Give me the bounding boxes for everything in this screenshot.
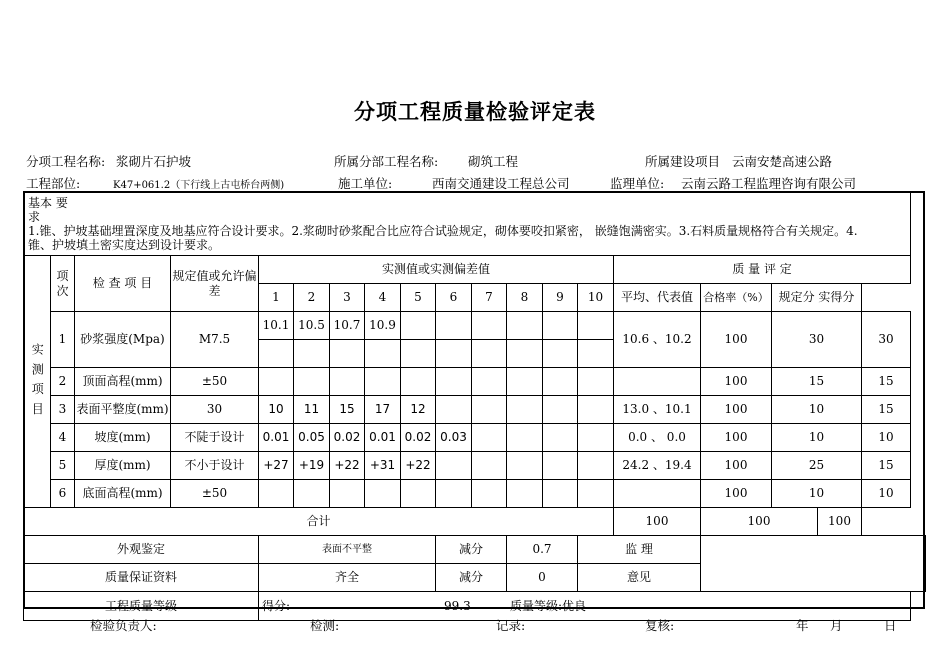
row-score: 15	[862, 396, 911, 424]
row-val	[543, 452, 578, 480]
appearance-label: 外观鉴定	[24, 536, 259, 564]
row-val: 10	[259, 396, 294, 424]
row-val: 10.7	[330, 312, 365, 340]
col-num: 3	[330, 284, 365, 312]
col-num: 1	[259, 284, 294, 312]
row-val: 12	[401, 396, 436, 424]
grade-grade-label: 质量等级:	[510, 598, 563, 613]
row-val	[578, 368, 614, 396]
quality-docs-value: 齐全	[259, 564, 436, 592]
quality-docs-deduct-label: 减分	[436, 564, 507, 592]
col-item: 检 查 项 目	[75, 256, 171, 312]
row-val	[401, 480, 436, 508]
page-title: 分项工程质量检验评定表	[354, 99, 596, 124]
row-val	[259, 368, 294, 396]
row-val	[330, 368, 365, 396]
row-spec: ±50	[171, 368, 259, 396]
row-score: 30	[862, 312, 911, 368]
division: 砌筑工程	[468, 154, 519, 169]
footer-checker: 检测:	[310, 618, 340, 633]
row-rate: 100	[701, 424, 772, 452]
row-score: 10	[862, 480, 911, 508]
location-label: 工程部位:	[26, 176, 81, 191]
row-val: 0.02	[330, 424, 365, 452]
row-val	[507, 452, 543, 480]
row-score: 10	[862, 424, 911, 452]
row-val	[259, 480, 294, 508]
row-spec-score: 10	[772, 396, 862, 424]
row-val	[578, 424, 614, 452]
col-scores	[772, 284, 862, 312]
footer-month: 月	[830, 618, 843, 633]
col-measured: 实测值或实测偏差值	[259, 256, 614, 284]
row-spec: ±50	[171, 480, 259, 508]
appearance-deduct-label: 减分	[436, 536, 507, 564]
appearance-value: 表面不平整	[259, 536, 436, 564]
row-val: +19	[294, 452, 330, 480]
grade-score-label: 得分:	[262, 598, 291, 613]
grade-label: 工程质量等级	[24, 592, 259, 621]
row-avg	[614, 480, 701, 508]
row-val	[543, 312, 578, 340]
row-val: +22	[330, 452, 365, 480]
row-val	[436, 368, 472, 396]
supervisor: 云南云路工程监理咨询有限公司	[681, 176, 857, 191]
footer-recorder: 记录:	[496, 618, 526, 633]
footer-reviewer: 复核:	[645, 618, 675, 633]
row-val	[294, 368, 330, 396]
row-val	[507, 480, 543, 508]
project-name: 浆砌片石护坡	[116, 154, 192, 169]
total-spec-score: 100	[701, 508, 818, 536]
col-avg: 平均、代表值	[614, 284, 701, 312]
row-val: 11	[294, 396, 330, 424]
footer-inspector: 检验负责人:	[90, 618, 157, 633]
col-actual-score: 实得分	[818, 290, 855, 305]
row-avg: 10.6 、10.2	[614, 312, 701, 368]
row-val	[472, 396, 507, 424]
construction: 云南安楚高速公路	[732, 154, 833, 169]
row-val	[472, 480, 507, 508]
row-item: 表面平整度(mm)	[75, 396, 171, 424]
col-num: 8	[507, 284, 543, 312]
row-no: 4	[51, 424, 75, 452]
row-val	[543, 368, 578, 396]
row-spec-score: 25	[772, 452, 862, 480]
row-spec-score: 10	[772, 480, 862, 508]
row-val	[543, 424, 578, 452]
col-num: 9	[543, 284, 578, 312]
row-val	[401, 312, 436, 340]
row-val	[578, 396, 614, 424]
row-no: 5	[51, 452, 75, 480]
row-item: 坡度(mm)	[75, 424, 171, 452]
col-item-no: 项 次	[51, 256, 75, 312]
row-val	[578, 480, 614, 508]
row-score: 15	[862, 368, 911, 396]
row-val: 10.9	[365, 312, 401, 340]
row-rate: 100	[701, 368, 772, 396]
col-num: 2	[294, 284, 330, 312]
row-rate: 100	[701, 312, 772, 368]
grade-score: 99.3	[444, 598, 471, 613]
footer-year: 年	[796, 618, 809, 633]
total-label: 合计	[24, 508, 614, 536]
row-val: 0.03	[436, 424, 472, 452]
row-item: 顶面高程(mm)	[75, 368, 171, 396]
row-spec: M7.5	[171, 312, 259, 368]
total-score: 100	[818, 508, 862, 536]
row-val	[578, 312, 614, 340]
row-val	[578, 452, 614, 480]
row-val: 17	[365, 396, 401, 424]
col-quality: 质 量 评 定	[614, 256, 911, 284]
row-val	[472, 452, 507, 480]
supervision-blank	[701, 536, 926, 592]
contractor-label: 施工单位:	[338, 176, 393, 191]
row-no: 3	[51, 396, 75, 424]
row-val	[472, 368, 507, 396]
col-pass-rate: 合格率（%）	[701, 284, 772, 312]
row-item: 厚度(mm)	[75, 452, 171, 480]
row-val	[436, 452, 472, 480]
row-val	[507, 396, 543, 424]
row-no: 2	[51, 368, 75, 396]
row-avg: 13.0 、10.1	[614, 396, 701, 424]
row-val	[365, 368, 401, 396]
row-val: 0.05	[294, 424, 330, 452]
quality-docs-deduct: 0	[507, 564, 578, 592]
row-avg	[614, 368, 701, 396]
row-val	[507, 368, 543, 396]
construction-label: 所属建设项目	[645, 154, 721, 169]
row-val	[436, 480, 472, 508]
row-val: 10.1	[259, 312, 294, 340]
row-rate: 100	[701, 452, 772, 480]
row-val: 0.02	[401, 424, 436, 452]
row-val: 0.01	[259, 424, 294, 452]
row-score: 15	[862, 452, 911, 480]
row-rate: 100	[701, 396, 772, 424]
row-val: 10.5	[294, 312, 330, 340]
row-val	[365, 480, 401, 508]
row-val	[436, 396, 472, 424]
row-val: +22	[401, 452, 436, 480]
row-avg: 0.0 、 0.0	[614, 424, 701, 452]
total-rate: 100	[614, 508, 701, 536]
row-val	[472, 312, 507, 340]
row-val: 0.01	[365, 424, 401, 452]
row-spec-score: 30	[772, 312, 862, 368]
row-val	[543, 396, 578, 424]
col-spec-score: 规定分	[778, 290, 815, 305]
opinion-label: 意见	[578, 564, 701, 592]
col-spec: 规定值或允许偏差	[171, 256, 259, 312]
quality-docs-label: 质量保证资料	[24, 564, 259, 592]
grade-grade: 优良	[562, 598, 587, 613]
row-spec-score: 15	[772, 368, 862, 396]
contractor: 西南交通建设工程总公司	[432, 176, 570, 191]
row-val	[294, 480, 330, 508]
basic-label: 基本 要求	[28, 196, 68, 224]
row-no: 6	[51, 480, 75, 508]
col-num: 5	[401, 284, 436, 312]
col-num: 7	[472, 284, 507, 312]
row-val	[401, 368, 436, 396]
project-name-label: 分项工程名称:	[26, 154, 106, 169]
col-num: 10	[578, 284, 614, 312]
basic-text: 1.锥、护坡基础埋置深度及地基应符合设计要求。2.浆砌时砂浆配合比应符合试验规定，砌体要咬扣紧密， 嵌缝饱满密实。3.石料质量规格符合有关规定。4.锥、护坡填土密实度达到设计要求。	[28, 224, 858, 252]
grade-cell	[259, 592, 911, 621]
division-label: 所属分部工程名称:	[334, 154, 439, 169]
row-item: 砂浆强度(Mpa)	[75, 312, 171, 368]
row-spec: 不小于设计	[171, 452, 259, 480]
row-no: 1	[51, 312, 75, 368]
row-val: +31	[365, 452, 401, 480]
row-avg: 24.2 、19.4	[614, 452, 701, 480]
supervisor-label: 监理单位:	[610, 176, 665, 191]
quality-table	[23, 192, 926, 621]
row-val: +27	[259, 452, 294, 480]
row-item: 底面高程(mm)	[75, 480, 171, 508]
location: K47+061.2（下行线上古屯桥台两侧)	[113, 180, 285, 191]
col-num: 6	[436, 284, 472, 312]
col-num: 4	[365, 284, 401, 312]
footer-day: 日	[884, 618, 897, 633]
basic-requirements	[24, 193, 911, 256]
section-label: 实 测 项 目	[24, 256, 51, 508]
row-val	[330, 480, 365, 508]
row-val	[436, 312, 472, 340]
row-val	[472, 424, 507, 452]
row-rate: 100	[701, 480, 772, 508]
appearance-deduct: 0.7	[507, 536, 578, 564]
row-val	[543, 480, 578, 508]
row-val: 15	[330, 396, 365, 424]
row-spec: 不陡于设计	[171, 424, 259, 452]
supervision-label: 监 理	[578, 536, 701, 564]
row-val	[507, 424, 543, 452]
row-val	[507, 312, 543, 340]
row-spec: 30	[171, 396, 259, 424]
row-spec-score: 10	[772, 424, 862, 452]
